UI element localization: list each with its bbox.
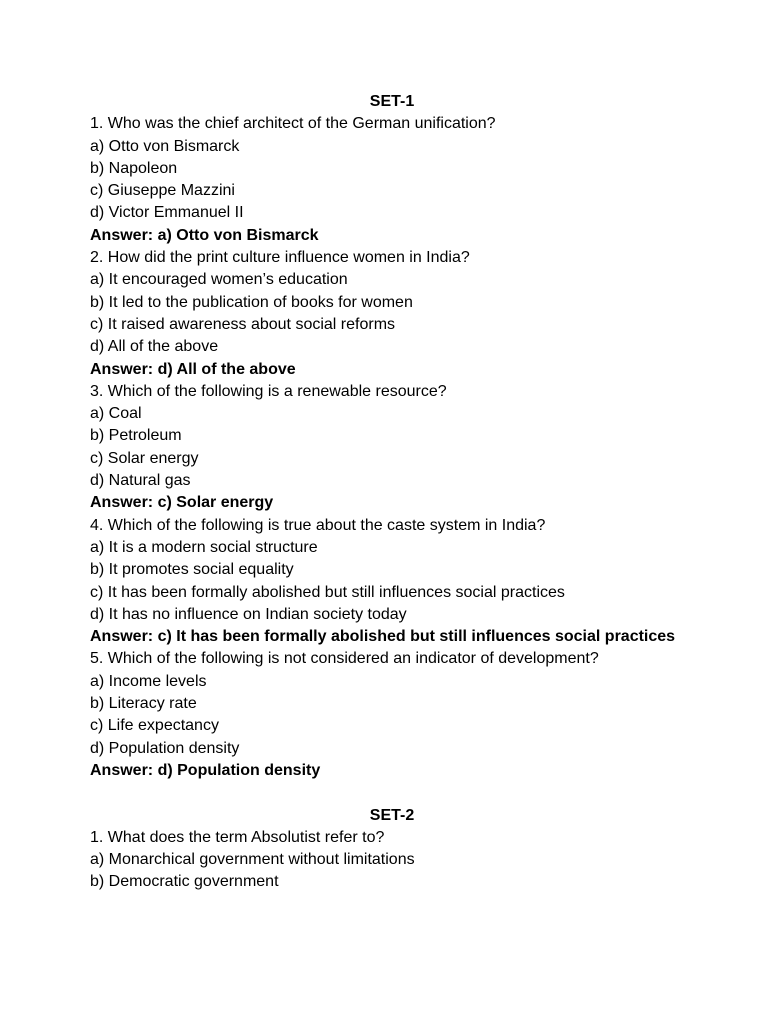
option-c: c) Solar energy — [90, 449, 199, 467]
option-a: a) Otto von Bismarck — [90, 137, 240, 155]
answer-text: Answer: c) Solar energy — [90, 494, 274, 512]
section-spacer — [90, 782, 690, 804]
question-text: 4. Which of the following is true about the caste system in India? — [90, 516, 546, 534]
option-d: d) Population density — [90, 739, 240, 757]
question-text: 5. Which of the following is not considered an indicator of development? — [90, 650, 599, 668]
option-b: b) Literacy rate — [90, 695, 197, 713]
question-block — [90, 515, 690, 649]
answer-text: Answer: d) All of the above — [90, 360, 296, 378]
question-block — [90, 648, 690, 782]
option-d: d) All of the above — [90, 338, 219, 356]
question-text: 1. What does the term Absolutist refer to? — [90, 828, 385, 846]
set-title: SET-2 — [369, 806, 415, 824]
option-c: c) Life expectancy — [90, 717, 219, 735]
option-b: b) It promotes social equality — [90, 561, 294, 579]
question-block — [90, 247, 690, 381]
option-b: b) It led to the publication of books for women — [90, 293, 413, 311]
option-b: b) Democratic government — [90, 873, 279, 891]
question-text: 3. Which of the following is a renewable resource? — [90, 382, 447, 400]
option-c: c) It has been formally abolished but still influences social practices — [90, 583, 565, 601]
option-a: a) It encouraged women’s education — [90, 271, 348, 289]
answer-text: Answer: a) Otto von Bismarck — [90, 226, 319, 244]
option-d: d) Victor Emmanuel II — [90, 204, 244, 222]
option-b: b) Petroleum — [90, 427, 182, 445]
option-a: a) Income levels — [90, 672, 207, 690]
option-d: d) It has no influence on Indian society today — [90, 605, 407, 623]
question-text: 2. How did the print culture influence women in India? — [90, 249, 470, 267]
question-block — [90, 113, 690, 247]
option-a: a) Coal — [90, 405, 142, 423]
answer-text: Answer: c) It has been formally abolished but still influences social practices — [90, 628, 676, 646]
option-d: d) Natural gas — [90, 472, 191, 490]
option-b: b) Napoleon — [90, 159, 178, 177]
set-title: SET-1 — [369, 93, 415, 110]
answer-text: Answer: d) Population density — [90, 761, 321, 779]
question-text: 1. Who was the chief architect of the German unification? — [90, 115, 496, 133]
option-a: a) It is a modern social structure — [90, 538, 318, 556]
question-block — [90, 381, 690, 515]
option-a: a) Monarchical government without limitations — [90, 851, 415, 869]
option-c: c) Giuseppe Mazzini — [90, 182, 235, 200]
document-page — [90, 91, 690, 894]
question-block — [90, 827, 690, 894]
option-c: c) It raised awareness about social reforms — [90, 315, 396, 333]
